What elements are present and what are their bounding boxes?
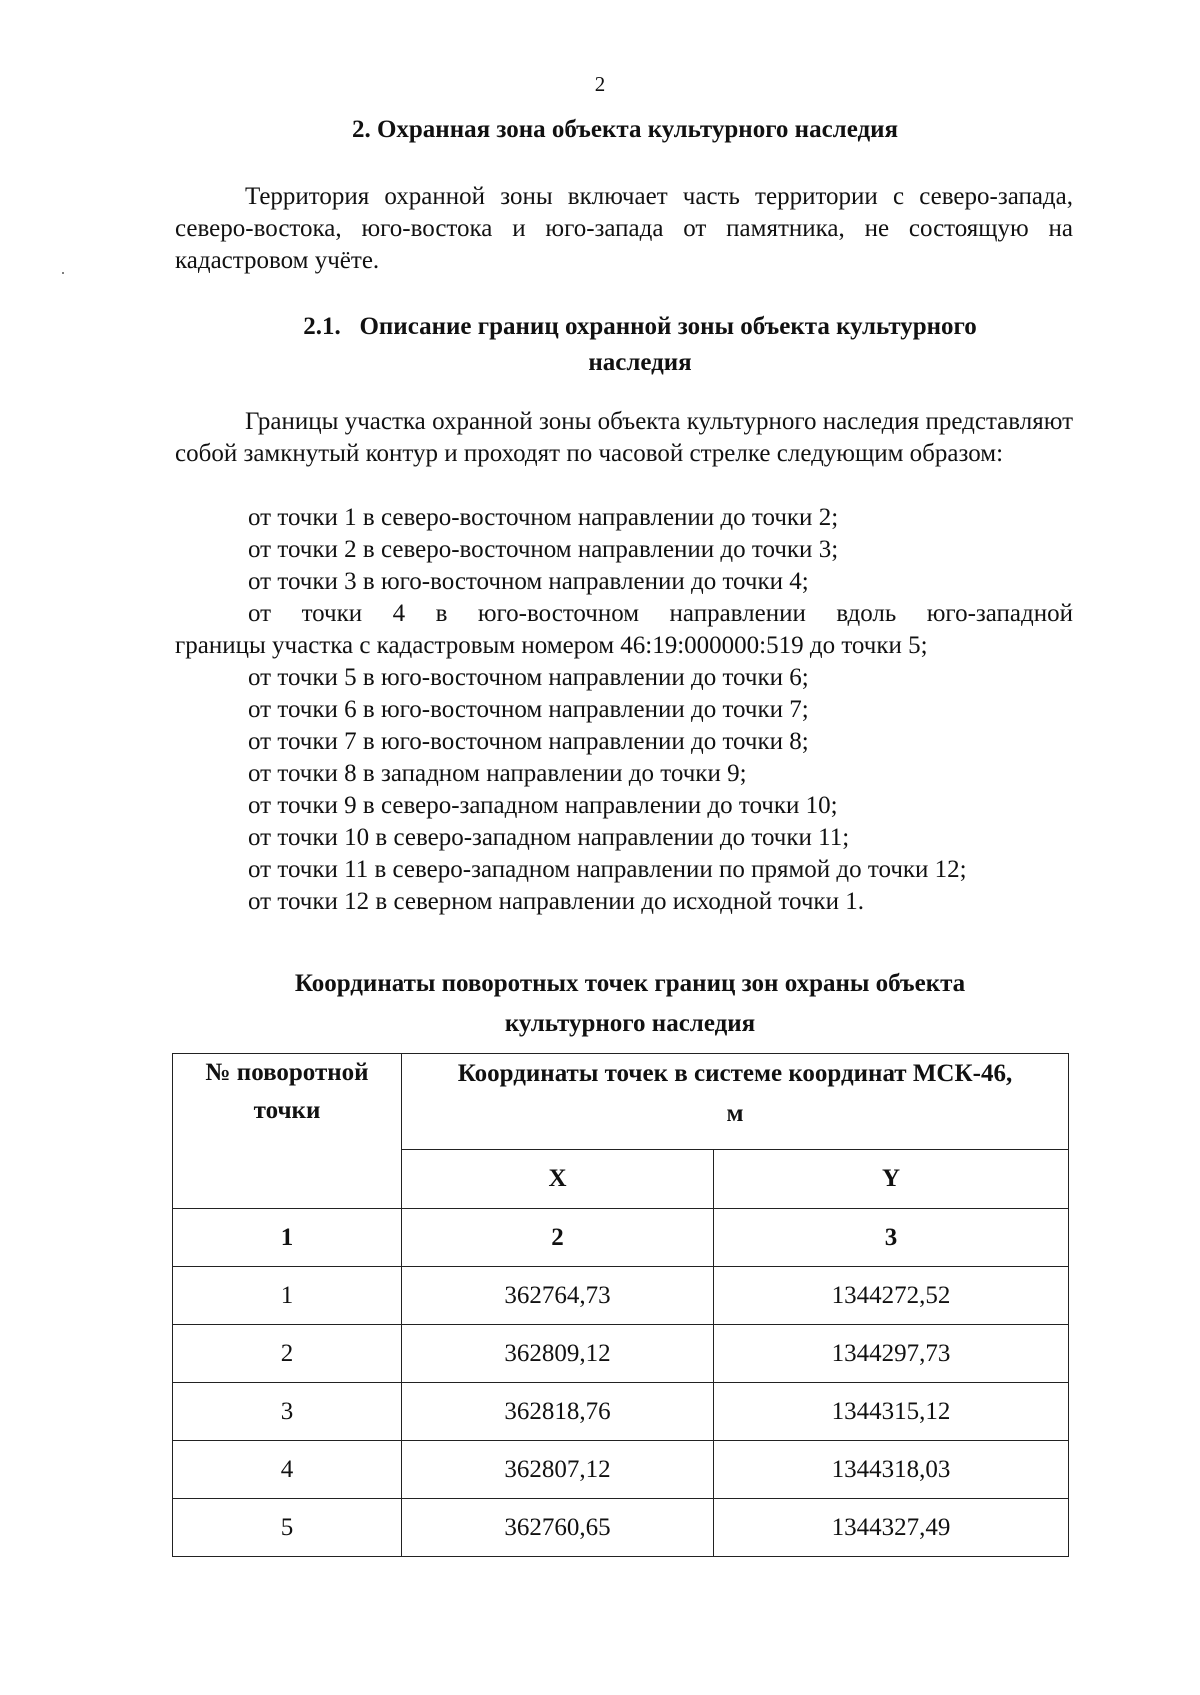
cell-point: 3 xyxy=(173,1383,402,1441)
table-header-row xyxy=(173,1054,1069,1150)
paragraph-territory: Территория охранной зоны включает часть территории с северо-запада, северо-востока, юго-востока и юго-запада от памятника, не состоящую на кадастровом учёте. xyxy=(175,183,1073,274)
table-title-line2: культурного наследия xyxy=(504,1010,756,1037)
cell-point: 2 xyxy=(173,1325,402,1383)
subsection-title-line1: 2.1. Описание границ охранной зоны объекта культурного xyxy=(303,313,977,340)
route-line: от точки 8 в западном направлении до точки 9; xyxy=(248,760,747,787)
route-line: от точки 3 в юго-восточном направлении до точки 4; xyxy=(248,568,809,595)
header-point-number-line1: № поворотной xyxy=(205,1059,369,1086)
route-line: от точки 5 в юго-восточном направлении до точки 6; xyxy=(248,664,809,691)
column-number: 2 xyxy=(402,1209,714,1267)
route-line: от точки 12 в северном направлении до исходной точки 1. xyxy=(248,888,864,915)
cell-x: 362760,65 xyxy=(402,1499,714,1557)
header-coordinates xyxy=(402,1054,1069,1150)
header-point-number-line2: точки xyxy=(253,1097,321,1124)
table-title-line1: Координаты поворотных точек границ зон охраны объекта xyxy=(294,970,966,997)
route-line: от точки 2 в северо-восточном направлении до точки 3; xyxy=(248,536,839,563)
route-line: от точки 11 в северо-западном направлении по прямой до точки 12; xyxy=(248,856,967,883)
table-row xyxy=(173,1325,1069,1383)
header-x: X xyxy=(402,1150,714,1209)
table-row xyxy=(173,1267,1069,1325)
cell-x: 362818,76 xyxy=(402,1383,714,1441)
cell-x: 362807,12 xyxy=(402,1441,714,1499)
route-line: от точки 10 в северо-западном направлении до точки 11; xyxy=(248,824,850,851)
route-line: от точки 7 в юго-восточном направлении до точки 8; xyxy=(248,728,809,755)
table-row xyxy=(173,1499,1069,1557)
cell-y: 1344272,52 xyxy=(714,1267,1069,1325)
column-number: 1 xyxy=(173,1209,402,1267)
header-coordinates-line2: м xyxy=(726,1100,744,1127)
header-y: Y xyxy=(714,1150,1069,1209)
cell-y: 1344315,12 xyxy=(714,1383,1069,1441)
cell-x: 362809,12 xyxy=(402,1325,714,1383)
route-line: от точки 1 в северо-восточном направлении до точки 2; xyxy=(248,504,839,531)
cell-x: 362764,73 xyxy=(402,1267,714,1325)
scan-speck xyxy=(62,272,64,274)
cell-y: 1344327,49 xyxy=(714,1499,1069,1557)
cell-y: 1344297,73 xyxy=(714,1325,1069,1383)
route-line-continuation: границы участка с кадастровым номером 46:19:000000:519 до точки 5; xyxy=(175,632,928,659)
cell-point: 4 xyxy=(173,1441,402,1499)
coordinates-table xyxy=(172,1053,1069,1557)
header-coordinates-line1: Координаты точек в системе координат МСК-46, xyxy=(457,1060,1013,1087)
route-line: от точки 9 в северо-западном направлении до точки 10; xyxy=(248,792,838,819)
subsection-title-line2: наследия xyxy=(588,349,692,376)
column-number: 3 xyxy=(714,1209,1069,1267)
cell-y: 1344318,03 xyxy=(714,1441,1069,1499)
header-point-number xyxy=(173,1054,402,1209)
paragraph-boundaries: Границы участка охранной зоны объекта культурного наследия представляют собой замкнутый контур и проходят по часовой стрелке следующим образом: xyxy=(175,408,1073,467)
cell-point: 1 xyxy=(173,1267,402,1325)
section-title: 2. Охранная зона объекта культурного наследия xyxy=(351,116,899,143)
page-number: 2 xyxy=(594,72,606,96)
table-row xyxy=(173,1441,1069,1499)
column-number-row xyxy=(173,1209,1069,1267)
table-row xyxy=(173,1383,1069,1441)
subsection-title xyxy=(200,309,1080,381)
route-line: от точки 6 в юго-восточном направлении до точки 7; xyxy=(248,696,809,723)
route-description xyxy=(175,502,1073,918)
table-title xyxy=(230,964,1030,1044)
route-line: от точки 4 в юго-восточном направлении вдоль юго-западной xyxy=(248,600,1073,627)
cell-point: 5 xyxy=(173,1499,402,1557)
